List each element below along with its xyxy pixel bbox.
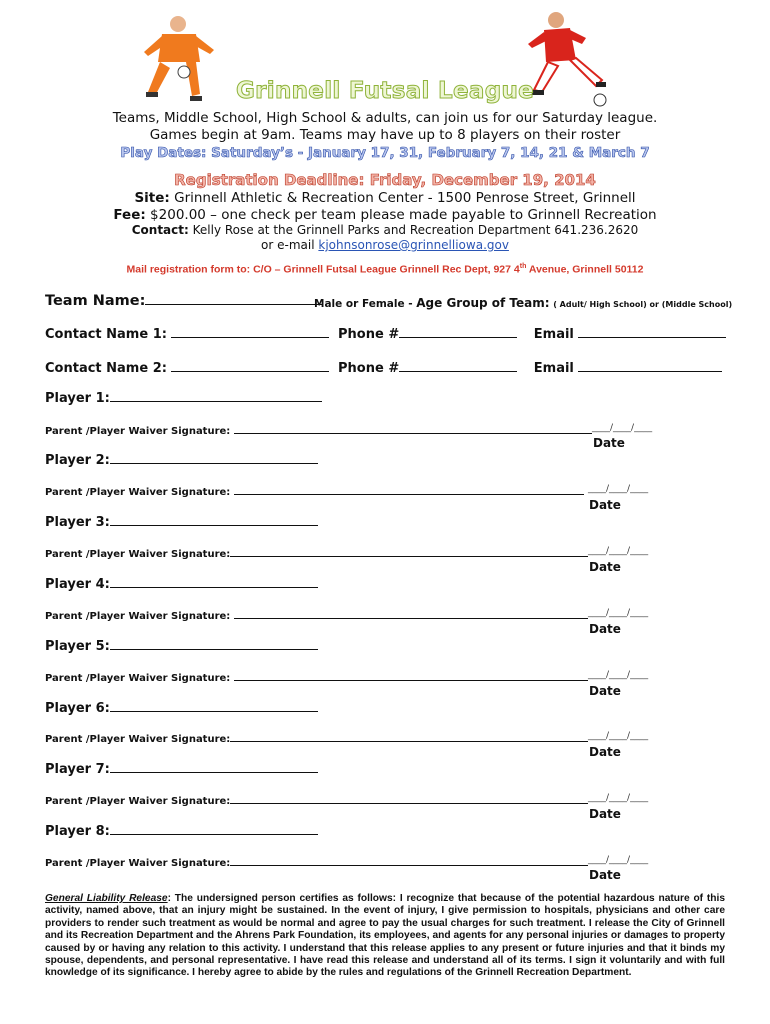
date-field[interactable]: ____/____/____ xyxy=(588,670,649,680)
contact-1-email-field[interactable] xyxy=(578,325,726,338)
player-label: Player 5: xyxy=(45,639,110,654)
player-row xyxy=(45,760,318,778)
date-field[interactable]: ____/____/____ xyxy=(592,423,653,433)
waiver-signature-label: Parent /Player Waiver Signature: xyxy=(45,487,231,498)
age-group-label: Age Group of Team: xyxy=(416,296,550,310)
team-name-field[interactable] xyxy=(145,292,323,305)
contact-1-email-label: Email xyxy=(533,327,574,342)
waiver-signature-field[interactable] xyxy=(234,484,584,495)
registration-deadline: Registration Deadline: Friday, December 19, 2014 xyxy=(174,171,596,189)
waiver-signature-field[interactable] xyxy=(230,793,588,804)
waiver-signature-field[interactable] xyxy=(234,608,588,619)
date-label: Date xyxy=(589,560,621,574)
player-label: Player 1: xyxy=(45,391,110,406)
email-link[interactable]: kjohnsonrose@grinnelliowa.gov xyxy=(318,238,509,252)
fee-line xyxy=(0,207,770,223)
site-line xyxy=(0,190,770,206)
mail-registration-line xyxy=(0,263,770,276)
player-label: Player 3: xyxy=(45,515,110,530)
player-row xyxy=(45,822,318,840)
waiver-signature-field[interactable] xyxy=(230,731,588,742)
site-label: Site: xyxy=(134,190,170,206)
release-text: : The undersigned person certifies as follows: I recognize that because of the potential hazardous nature of this activity, named above, that an injury might be sustained. In the event of injury, I give permission to hospitals, physicians and other care providers to render such treatment as would be normal and agree to pay the usual charges for such treatment. I release the City of Grinnell and its Recreation Department and the Ahrens Park Foundation, its employees, and agents for any personal injuries or damages to property caused by or having any relation to this activity. I understand that this release applies to any present or future injuries and that it binds my spouse, dependents, and personal representative. I have read this release and understand all of its terms. I sign it voluntarily and with full knowledge of its significance. I hereby agree to abide by the rules and regulations of the Grinnell Recreation Department. xyxy=(45,893,726,979)
waiver-signature-field[interactable] xyxy=(230,546,588,557)
date-field[interactable]: ____/____/____ xyxy=(588,793,649,803)
team-name-row xyxy=(45,292,323,309)
player-row xyxy=(45,637,318,655)
mail-to-text: Mail registration form to: C/O – Grinnell Futsal League Grinnell Rec Dept, 927 4 xyxy=(126,263,520,276)
player-row xyxy=(45,575,318,593)
waiver-row xyxy=(45,855,588,869)
player-label: Player 2: xyxy=(45,453,110,468)
date-label: Date xyxy=(589,807,621,821)
email-line xyxy=(0,238,770,252)
date-field[interactable]: ____/____/____ xyxy=(588,731,649,741)
waiver-row xyxy=(45,423,592,437)
contact-line xyxy=(0,223,770,237)
date-field[interactable]: ____/____/____ xyxy=(588,484,649,494)
male-female-label: Male or Female - xyxy=(314,298,413,310)
contact-2-email-label: Email xyxy=(533,361,574,376)
waiver-signature-label: Parent /Player Waiver Signature: xyxy=(45,549,231,560)
waiver-row xyxy=(45,731,588,745)
contact-2-name-field[interactable] xyxy=(171,359,329,372)
waiver-signature-label: Parent /Player Waiver Signature: xyxy=(45,673,231,684)
waiver-row xyxy=(45,546,588,560)
intro-line-1: Teams, Middle School, High School & adults, can join us for our Saturday league. xyxy=(112,110,658,126)
waiver-signature-field[interactable] xyxy=(234,423,592,434)
date-label: Date xyxy=(589,868,621,882)
waiver-signature-label: Parent /Player Waiver Signature: xyxy=(45,796,231,807)
date-label: Date xyxy=(589,622,621,636)
page-title: Grinnell Futsal League xyxy=(235,78,535,104)
contact-value: Kelly Rose at the Grinnell Parks and Recreation Department 641.236.2620 xyxy=(192,223,639,237)
site-value: Grinnell Athletic & Recreation Center - 1500 Penrose Street, Grinnell xyxy=(174,190,636,206)
release-heading: General Liability Release xyxy=(45,893,168,904)
waiver-row xyxy=(45,608,588,622)
team-name-label: Team Name: xyxy=(45,293,146,309)
player-name-field[interactable] xyxy=(110,822,318,835)
player-name-field[interactable] xyxy=(110,513,318,526)
waiver-signature-label: Parent /Player Waiver Signature: xyxy=(45,426,231,437)
date-label: Date xyxy=(589,498,621,512)
waiver-row xyxy=(45,793,588,807)
intro-line-2: Games begin at 9am. Teams may have up to 8 players on their roster xyxy=(149,127,621,143)
contact-2-phone-field[interactable] xyxy=(399,359,517,372)
age-group-options: ( Adult/ High School) or (Middle School) xyxy=(553,300,733,309)
date-label: Date xyxy=(589,684,621,698)
fee-value: $200.00 – one check per team please made payable to Grinnell Recreation xyxy=(150,207,657,223)
contact-2-label: Contact Name 2: xyxy=(45,361,167,376)
fee-label: Fee: xyxy=(113,207,146,223)
player-name-field[interactable] xyxy=(110,760,318,773)
player-label: Player 4: xyxy=(45,577,110,592)
player-row xyxy=(45,451,318,469)
contact-2-phone-label: Phone # xyxy=(338,361,400,376)
date-field[interactable]: ____/____/____ xyxy=(588,855,649,865)
contact-1-name-field[interactable] xyxy=(171,325,329,338)
contact-1-phone-field[interactable] xyxy=(399,325,517,338)
player-row xyxy=(45,513,318,531)
liability-release xyxy=(45,893,725,980)
player-name-field[interactable] xyxy=(110,637,318,650)
player-label: Player 7: xyxy=(45,762,110,777)
contact-1-label: Contact Name 1: xyxy=(45,327,167,342)
player-label: Player 6: xyxy=(45,701,110,716)
contact-1-phone-label: Phone # xyxy=(338,327,400,342)
waiver-signature-label: Parent /Player Waiver Signature: xyxy=(45,734,231,745)
play-dates: Play Dates: Saturday’s - January 17, 31, February 7, 14, 21 & March 7 xyxy=(120,145,650,161)
player-name-field[interactable] xyxy=(110,575,318,588)
waiver-row xyxy=(45,670,588,684)
email-prefix: or e-mail xyxy=(261,238,315,252)
player-name-field[interactable] xyxy=(110,389,322,402)
contact-1-row xyxy=(45,325,726,342)
player-label: Player 8: xyxy=(45,824,110,839)
date-label: Date xyxy=(593,436,625,450)
player-name-field[interactable] xyxy=(110,451,318,464)
mail-to-superscript: th xyxy=(519,263,527,270)
waiver-signature-label: Parent /Player Waiver Signature: xyxy=(45,858,231,869)
player-row xyxy=(45,389,322,407)
player-row xyxy=(45,699,318,717)
waiver-signature-field[interactable] xyxy=(234,670,588,681)
waiver-row xyxy=(45,484,584,498)
contact-2-email-field[interactable] xyxy=(578,359,722,372)
player-name-field[interactable] xyxy=(110,699,318,712)
gender-age-row xyxy=(314,296,732,310)
date-label: Date xyxy=(589,745,621,759)
contact-label: Contact: xyxy=(131,223,189,237)
waiver-signature-field[interactable] xyxy=(230,855,588,866)
waiver-signature-label: Parent /Player Waiver Signature: xyxy=(45,611,231,622)
date-field[interactable]: ____/____/____ xyxy=(588,546,649,556)
contact-2-row xyxy=(45,359,722,376)
date-field[interactable]: ____/____/____ xyxy=(588,608,649,618)
mail-to-text-end: Avenue, Grinnell 50112 xyxy=(526,263,644,276)
